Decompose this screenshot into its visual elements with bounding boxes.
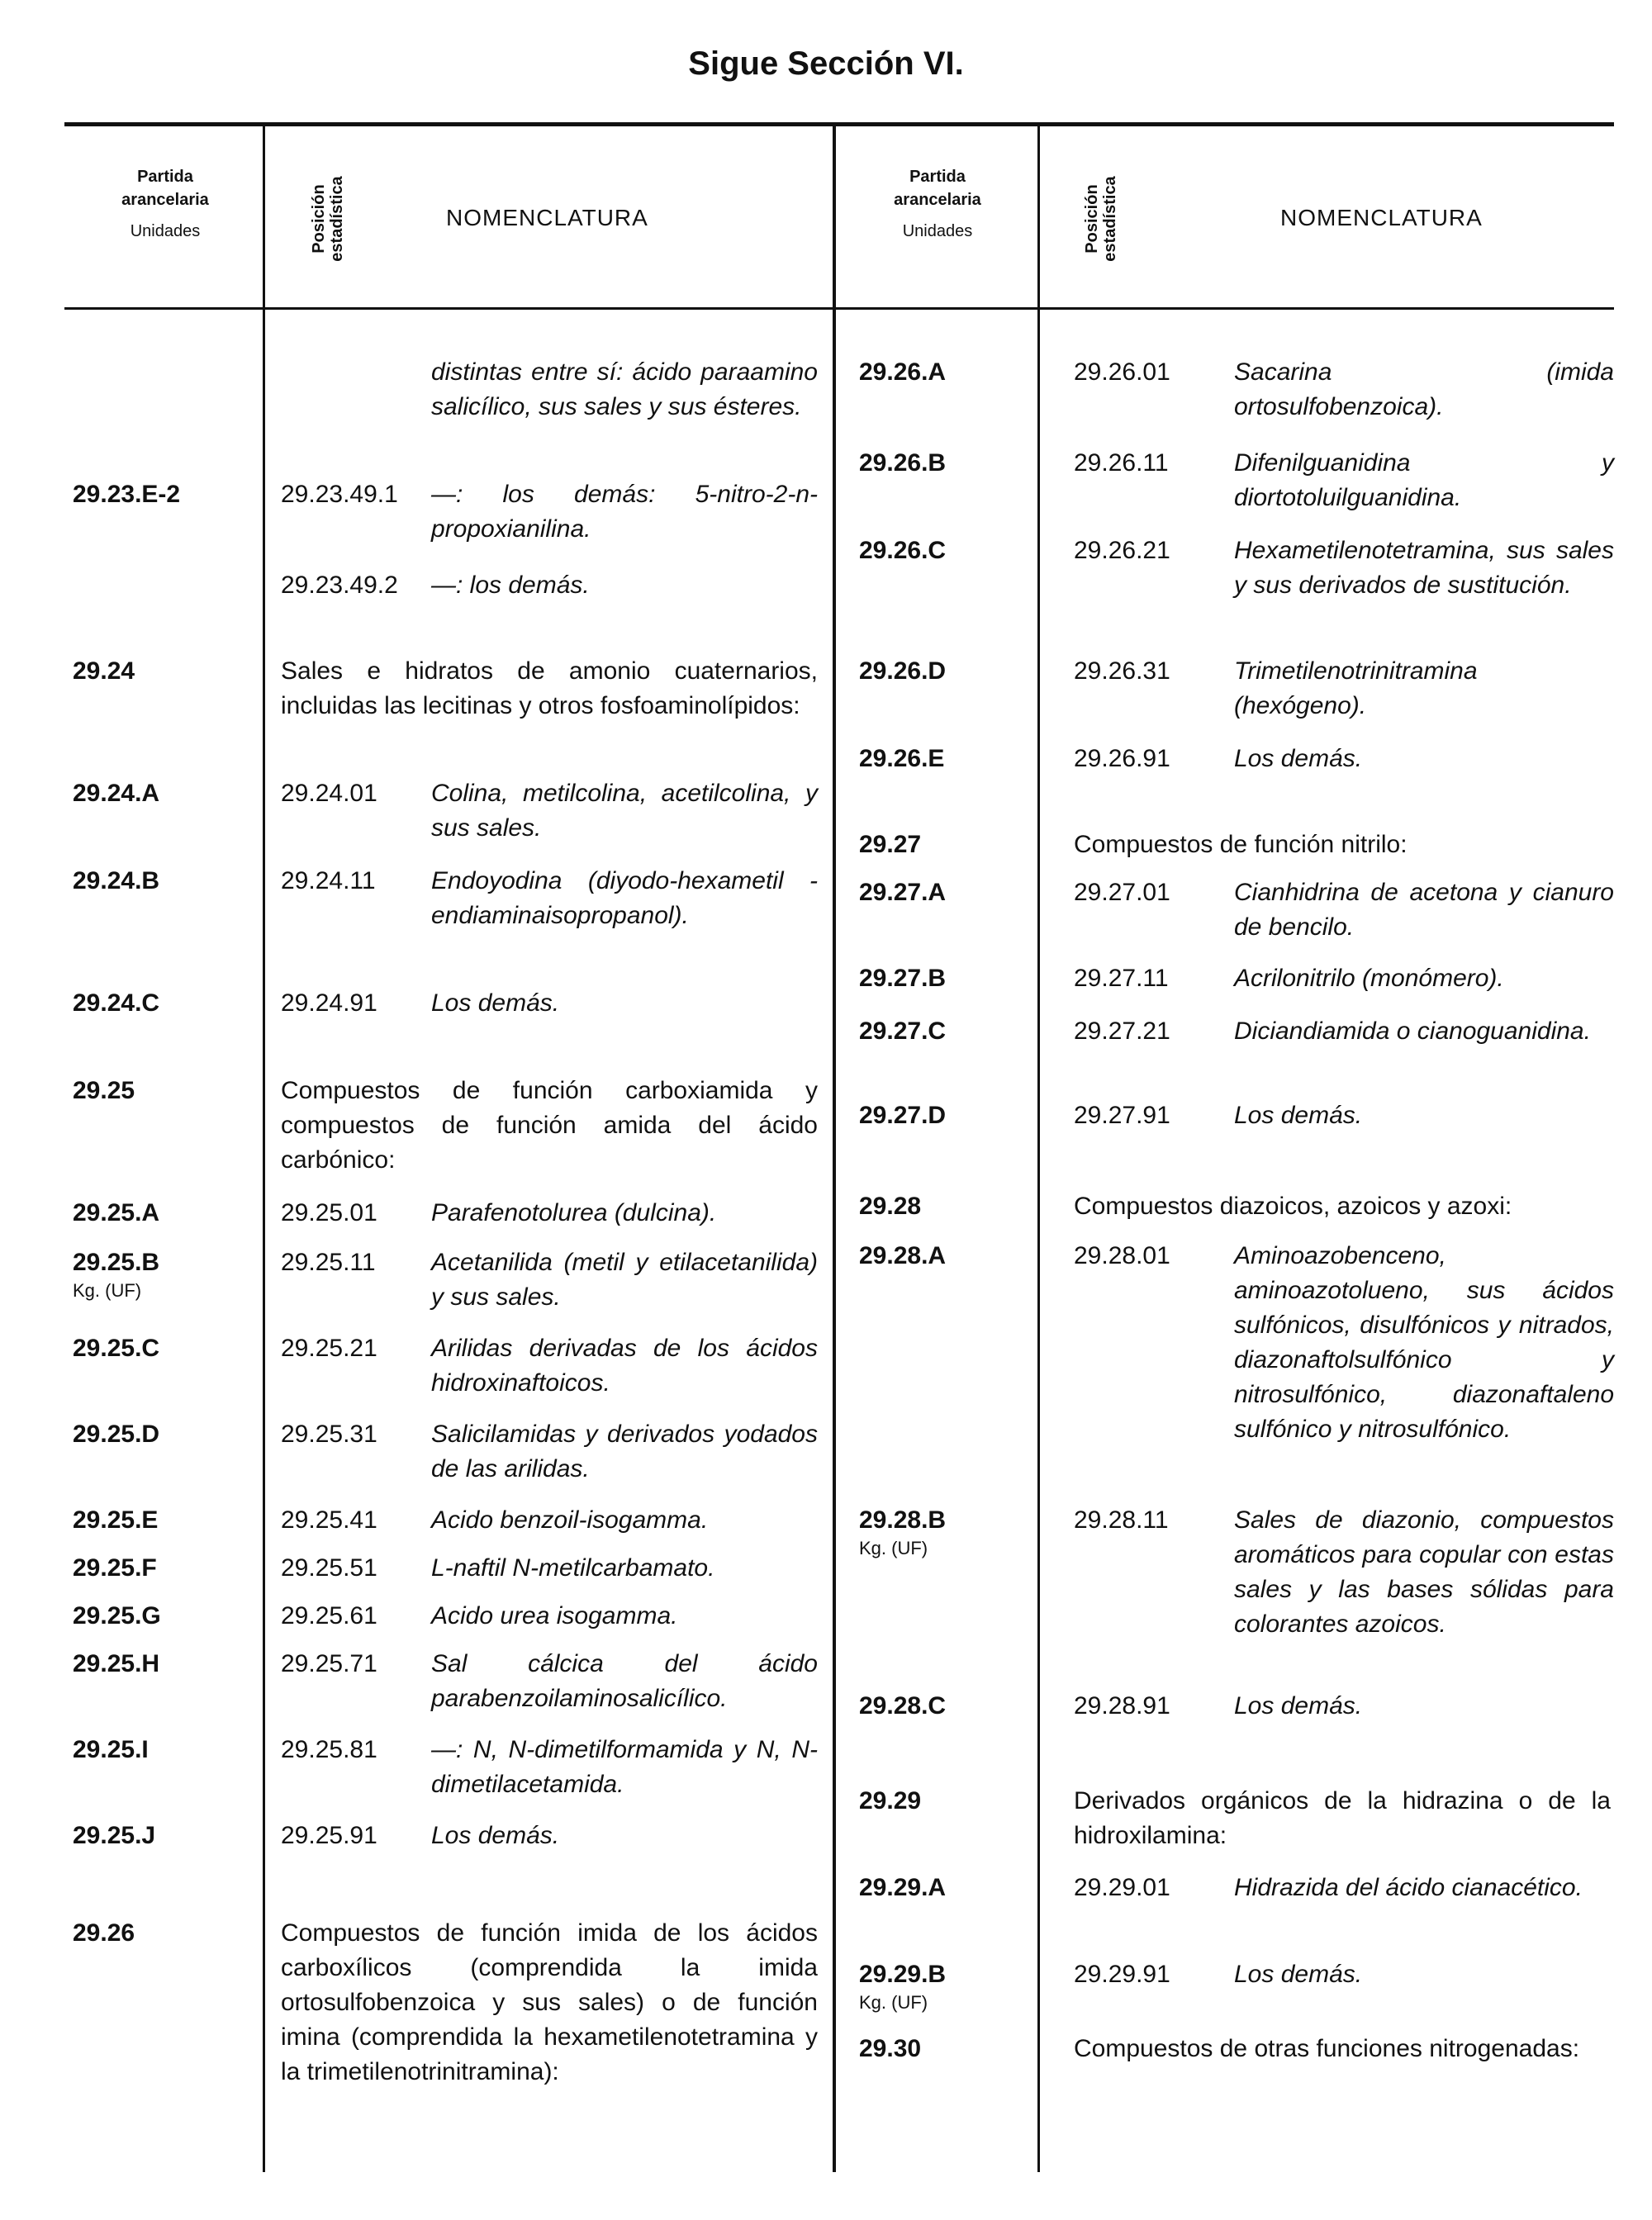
partida-code-text: 29.25.B bbox=[73, 1249, 160, 1276]
partida-unit: Kg. (UF) bbox=[859, 1538, 928, 1558]
partida-code bbox=[859, 446, 946, 481]
partida-code-text: 29.28.C bbox=[859, 1692, 947, 1720]
posicion-code: 29.25.21 bbox=[281, 1335, 377, 1362]
posicion-code: 29.26.11 bbox=[1074, 449, 1169, 477]
item-description: —: los demás: 5-nitro-2-n-propoxianilina. bbox=[431, 481, 818, 543]
posicion-code: 29.25.11 bbox=[281, 1249, 376, 1276]
posicion-code: 29.27.91 bbox=[1074, 1102, 1170, 1129]
partida-code-text: 29.28.A bbox=[859, 1242, 947, 1269]
partida-code-text: 29.25.I bbox=[73, 1736, 149, 1763]
item-description: Hidrazida del ácido cianacético. bbox=[1234, 1874, 1583, 1901]
posicion-code: 29.23.49.2 bbox=[281, 572, 398, 599]
item-description: Acrilonitrilo (monómero). bbox=[1234, 965, 1504, 992]
item-description: Aminoazobenceno, aminoazotolueno, sus ácidos sulfónicos, disulfónicos y nitrados, diazonaftolsulfónico y nitrosulfónico, diazonaftaleno sulfónico y nitrosulfónico. bbox=[1234, 1242, 1614, 1443]
posicion-code: 29.27.11 bbox=[1074, 965, 1169, 992]
header-posicion-line-1: Posición bbox=[1083, 184, 1101, 254]
partida-code bbox=[859, 1871, 946, 1905]
partida-code-text: 29.28 bbox=[859, 1193, 922, 1220]
left-col-divider bbox=[263, 124, 265, 2172]
posicion-code: 29.24.01 bbox=[281, 780, 377, 807]
partida-code-text: 29.27.B bbox=[859, 965, 947, 992]
heading-description: Compuestos de otras funciones nitrogenadas: bbox=[1074, 2035, 1580, 2062]
page-title: Sigue Sección VI. bbox=[688, 45, 964, 82]
item-description: Los demás. bbox=[1234, 1692, 1363, 1720]
posicion-code: 29.26.31 bbox=[1074, 657, 1170, 685]
partida-code-text: 29.25.H bbox=[73, 1650, 160, 1677]
partida-code-text: 29.29.B bbox=[859, 1961, 947, 1988]
partida-code-text: 29.24.A bbox=[73, 780, 160, 807]
posicion-code: 29.26.01 bbox=[1074, 358, 1170, 386]
heading-description: Compuestos de función nitrilo: bbox=[1074, 831, 1408, 858]
item-description: Colina, metilcolina, acetilcolina, y sus sales. bbox=[431, 780, 818, 842]
item-description: Sales de diazonio, compuestos aromáticos para copular con estas sales y las bases sólidas para colorantes azoicos. bbox=[1234, 1506, 1614, 1638]
posicion-code: 29.27.01 bbox=[1074, 879, 1170, 906]
top-rule bbox=[64, 122, 1614, 126]
partida-unit: Kg. (UF) bbox=[859, 1992, 928, 2013]
partida-code-text: 29.25.A bbox=[73, 1199, 160, 1226]
posicion-code: 29.24.11 bbox=[281, 867, 376, 894]
partida-code bbox=[859, 1689, 946, 1724]
partida-code bbox=[859, 1784, 921, 1819]
partida-code bbox=[859, 654, 946, 689]
posicion-code: 29.25.61 bbox=[281, 1602, 377, 1629]
posicion-code: 29.28.91 bbox=[1074, 1692, 1170, 1720]
posicion-code: 29.28.11 bbox=[1074, 1506, 1169, 1534]
partida-code bbox=[73, 1599, 161, 1634]
posicion-code: 29.29.01 bbox=[1074, 1874, 1170, 1901]
item-description: Hexametilenotetramina, sus sales y sus derivados de sustitución. bbox=[1234, 537, 1614, 599]
header-nomenclatura-left: NOMENCLATURA bbox=[446, 205, 648, 230]
item-description: Los demás. bbox=[1234, 1102, 1363, 1129]
partida-code-text: 29.30 bbox=[859, 2035, 922, 2062]
item-description: Difenilguanidina y diortotoluilguanidina. bbox=[1234, 449, 1614, 511]
partida-code bbox=[859, 961, 946, 996]
partida-code bbox=[73, 986, 159, 1021]
partida-code bbox=[859, 742, 944, 776]
item-description: distintas entre sí: ácido paraamino salicílico, sus sales y sus ésteres. bbox=[431, 358, 818, 420]
header-partida-line-1: Partida bbox=[909, 168, 966, 186]
partida-code bbox=[73, 1647, 159, 1682]
item-description: Salicilamidas y derivados yodados de las arilidas. bbox=[431, 1421, 818, 1482]
item-description: Los demás. bbox=[1234, 1961, 1363, 1988]
header-partida-line-2: arancelaria bbox=[121, 191, 209, 209]
partida-code bbox=[73, 1196, 159, 1231]
partida-code-text: 29.27.A bbox=[859, 879, 947, 906]
posicion-code: 29.23.49.1 bbox=[281, 481, 398, 508]
heading-description: Compuestos de función carboxiamida y compuestos de función amida del ácido carbónico: bbox=[281, 1077, 818, 1174]
item-description: Trimetilenotrinitramina (hexógeno). bbox=[1234, 657, 1478, 719]
partida-unit: Kg. (UF) bbox=[73, 1280, 142, 1301]
partida-code bbox=[73, 1819, 155, 1853]
posicion-code: 29.25.91 bbox=[281, 1822, 377, 1849]
partida-code-text: 29.24.B bbox=[73, 867, 160, 894]
header-nomenclatura-right: NOMENCLATURA bbox=[1280, 205, 1483, 230]
partida-code-text: 29.25.C bbox=[73, 1335, 160, 1362]
partida-code bbox=[73, 864, 159, 899]
item-description: Los demás. bbox=[1234, 745, 1363, 772]
header-unidades: Unidades bbox=[130, 222, 201, 240]
heading-description: Derivados orgánicos de la hidrazina o de la hidroxilamina: bbox=[1074, 1787, 1611, 1849]
partida-code bbox=[73, 1417, 159, 1452]
partida-code-text: 29.26.B bbox=[859, 449, 947, 477]
item-description: L-naftil N-metilcarbamato. bbox=[431, 1554, 715, 1582]
partida-code bbox=[859, 875, 946, 910]
partida-code-text: 29.24 bbox=[73, 657, 135, 685]
partida-code bbox=[73, 1074, 135, 1108]
partida-code-text: 29.25.G bbox=[73, 1602, 161, 1629]
item-description: Los demás. bbox=[431, 989, 560, 1017]
partida-code-text: 29.29 bbox=[859, 1787, 922, 1814]
posicion-code: 29.29.91 bbox=[1074, 1961, 1170, 1988]
item-description: —: N, N-dimetilformamida y N, N-dimetilacetamida. bbox=[431, 1736, 818, 1798]
item-description: Arilidas derivadas de los ácidos hidroxinaftoicos. bbox=[431, 1335, 818, 1397]
partida-code bbox=[859, 1014, 946, 1049]
partida-code-text: 29.27 bbox=[859, 831, 922, 858]
posicion-code: 29.28.01 bbox=[1074, 1242, 1170, 1269]
header-posicion-left bbox=[310, 161, 351, 277]
partida-code bbox=[859, 1957, 946, 2014]
item-description: Sal cálcica del ácido parabenzoilaminosalicílico. bbox=[431, 1650, 818, 1712]
partida-code-text: 29.23.E-2 bbox=[73, 481, 181, 508]
posicion-code: 29.25.81 bbox=[281, 1736, 377, 1763]
posicion-code: 29.26.91 bbox=[1074, 745, 1170, 772]
item-description: Cianhidrina de acetona y cianuro de bencilo. bbox=[1234, 879, 1614, 941]
posicion-code: 29.25.31 bbox=[281, 1421, 377, 1448]
header-posicion-line-2: estadística bbox=[1101, 176, 1119, 262]
partida-code bbox=[859, 2032, 921, 2066]
partida-code-text: 29.26 bbox=[73, 1919, 135, 1947]
partida-code-text: 29.24.C bbox=[73, 989, 160, 1017]
header-partida-line-2: arancelaria bbox=[894, 191, 981, 209]
partida-code-text: 29.25.D bbox=[73, 1421, 160, 1448]
item-description: —: los demás. bbox=[431, 572, 590, 599]
header-posicion-line-2: estadística bbox=[328, 176, 346, 262]
partida-code bbox=[859, 828, 921, 862]
item-description: Diciandiamida o cianoguanidina. bbox=[1234, 1017, 1591, 1045]
partida-code-text: 29.27.D bbox=[859, 1102, 947, 1129]
partida-code-text: 29.27.C bbox=[859, 1017, 947, 1045]
item-description: Acido benzoil-isogamma. bbox=[431, 1506, 709, 1534]
partida-code-text: 29.25.J bbox=[73, 1822, 156, 1849]
partida-code-text: 29.25.E bbox=[73, 1506, 159, 1534]
partida-code bbox=[73, 477, 180, 512]
partida-code-text: 29.29.A bbox=[859, 1874, 947, 1901]
posicion-code: 29.27.21 bbox=[1074, 1017, 1170, 1045]
partida-code-text: 29.28.B bbox=[859, 1506, 947, 1534]
header-partida-left bbox=[74, 165, 256, 243]
partida-code bbox=[859, 1098, 946, 1133]
partida-code-text: 29.26.C bbox=[859, 537, 947, 564]
item-description: Acido urea isogamma. bbox=[431, 1602, 678, 1629]
partida-code bbox=[73, 1916, 135, 1951]
heading-description: Compuestos diazoicos, azoicos y azoxi: bbox=[1074, 1193, 1512, 1220]
partida-code-text: 29.25 bbox=[73, 1077, 135, 1104]
item-description: Endoyodina (diyodo-hexametil - endiaminaisopropanol). bbox=[431, 867, 818, 929]
header-posicion-right bbox=[1083, 161, 1124, 277]
center-divider bbox=[833, 124, 836, 2172]
header-posicion-line-1: Posición bbox=[310, 184, 328, 254]
heading-description: Compuestos de función imida de los ácidos carboxílicos (comprendida la imida ortosulfobenzoica y sus sales) o de función imina (comprendida la hexametilenotetramina y la trimetilenotrinitramina): bbox=[281, 1919, 818, 2085]
partida-code bbox=[859, 355, 946, 390]
item-description: Acetanilida (metil y etilacetanilida) y sus sales. bbox=[431, 1249, 818, 1311]
partida-code bbox=[73, 654, 135, 689]
header-unidades: Unidades bbox=[902, 222, 973, 240]
posicion-code: 29.25.01 bbox=[281, 1199, 377, 1226]
posicion-code: 29.26.21 bbox=[1074, 537, 1170, 564]
header-partida-line-1: Partida bbox=[137, 168, 193, 186]
partida-code bbox=[859, 1189, 921, 1224]
item-description: Parafenotolurea (dulcina). bbox=[431, 1199, 717, 1226]
partida-code bbox=[73, 776, 159, 811]
heading-description: Sales e hidratos de amonio cuaternarios, incluidas las lecitinas y otros fosfoaminolípidos: bbox=[281, 657, 818, 719]
partida-code bbox=[73, 1733, 149, 1767]
posicion-code: 29.25.71 bbox=[281, 1650, 377, 1677]
partida-code bbox=[859, 534, 946, 568]
partida-code-text: 29.26.E bbox=[859, 745, 945, 772]
partida-code-text: 29.26.D bbox=[859, 657, 947, 685]
posicion-code: 29.25.41 bbox=[281, 1506, 377, 1534]
partida-code bbox=[73, 1551, 157, 1586]
posicion-code: 29.24.91 bbox=[281, 989, 377, 1017]
item-description: Sacarina (imida ortosulfobenzoica). bbox=[1234, 358, 1614, 420]
partida-code bbox=[73, 1503, 158, 1538]
partida-code bbox=[73, 1331, 159, 1366]
item-description: Los demás. bbox=[431, 1822, 560, 1849]
partida-code-text: 29.25.F bbox=[73, 1554, 157, 1582]
partida-code bbox=[73, 1245, 159, 1302]
posicion-code: 29.25.51 bbox=[281, 1554, 377, 1582]
header-bottom-rule bbox=[64, 307, 1614, 310]
header-partida-right bbox=[847, 165, 1028, 243]
partida-code-text: 29.26.A bbox=[859, 358, 947, 386]
right-col-divider bbox=[1037, 124, 1040, 2172]
partida-code bbox=[859, 1239, 946, 1274]
partida-code bbox=[859, 1503, 946, 1559]
